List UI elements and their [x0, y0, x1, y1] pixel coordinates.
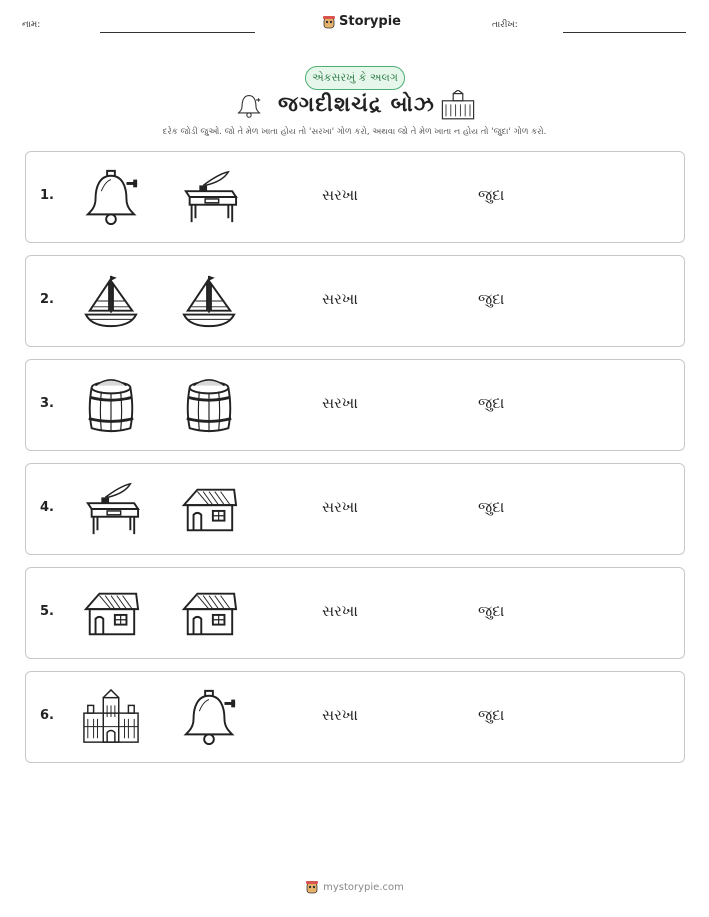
building-icon: [440, 90, 476, 120]
bell-icon: [178, 688, 240, 746]
name-label: નામ:: [22, 20, 41, 30]
sailboat-icon: [80, 272, 142, 330]
different-option[interactable]: જુદા: [478, 394, 505, 412]
desk-icon: [178, 168, 240, 226]
pair-row-1: [25, 151, 685, 243]
different-option[interactable]: જુદા: [478, 706, 505, 724]
pair-row-3: [25, 359, 685, 451]
different-option[interactable]: જુદા: [478, 290, 505, 308]
pair-row-2: [25, 255, 685, 347]
house-icon: [178, 480, 240, 538]
bell-icon: [236, 92, 262, 120]
pair-row-6: [25, 671, 685, 763]
row-number: 5.: [40, 604, 54, 619]
row-number: 6.: [40, 708, 54, 723]
date-label: તારીખ:: [492, 20, 518, 30]
building-icon: [80, 688, 142, 746]
same-option[interactable]: સરખા: [322, 394, 358, 412]
footer: [0, 880, 709, 894]
title-row: [0, 90, 709, 122]
storypie-mascot-icon: [322, 15, 336, 29]
page-title: જગદીશચંદ્ર બોઝ: [278, 92, 435, 116]
house-icon: [80, 584, 142, 642]
category-badge: એકસરખું કે અલગ: [305, 66, 405, 90]
same-option[interactable]: સરખા: [322, 290, 358, 308]
pair-row-5: [25, 567, 685, 659]
brand-logo: [322, 14, 401, 29]
same-option[interactable]: સરખા: [322, 706, 358, 724]
desk-icon: [80, 480, 142, 538]
header: [0, 12, 709, 42]
different-option[interactable]: જુદા: [478, 602, 505, 620]
same-option[interactable]: સરખા: [322, 186, 358, 204]
sailboat-icon: [178, 272, 240, 330]
same-option[interactable]: સરખા: [322, 498, 358, 516]
bell-icon: [80, 168, 142, 226]
house-icon: [178, 584, 240, 642]
different-option[interactable]: જુદા: [478, 498, 505, 516]
row-number: 1.: [40, 188, 54, 203]
barrel-icon: [178, 376, 240, 434]
row-number: 4.: [40, 500, 54, 515]
brand-name: Storypie: [339, 14, 401, 29]
different-option[interactable]: જુદા: [478, 186, 505, 204]
pair-row-4: [25, 463, 685, 555]
barrel-icon: [80, 376, 142, 434]
row-number: 2.: [40, 292, 54, 307]
date-field[interactable]: [563, 32, 686, 33]
instructions: દરેક જોડી જુઓ. જો તે મેળ ખાતા હોય તો 'સરખા' ગોળ કરો, અથવા જો તે મેળ ખાતા ન હોય તો 'જુદા' ગોળ કરો.: [162, 127, 547, 137]
same-option[interactable]: સરખા: [322, 602, 358, 620]
row-number: 3.: [40, 396, 54, 411]
name-field[interactable]: [100, 32, 255, 33]
footer-url[interactable]: mystorypie.com: [323, 881, 404, 893]
storypie-mascot-icon: [305, 880, 319, 894]
